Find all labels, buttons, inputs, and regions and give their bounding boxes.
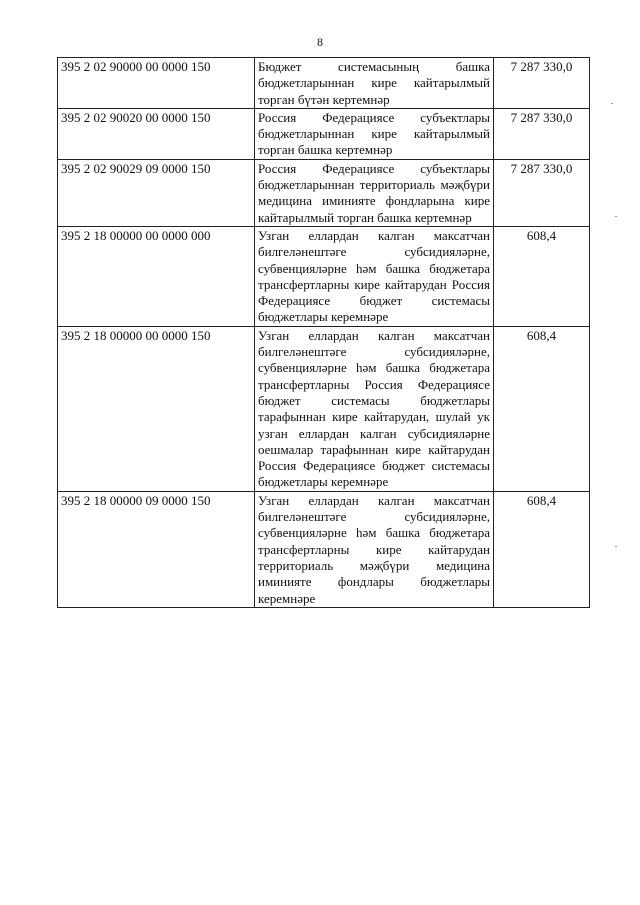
budget-classification-code: 395 2 02 90029 09 0000 150: [58, 159, 255, 226]
amount-value: 7 287 330,0: [494, 58, 590, 109]
budget-classification-code: 395 2 18 00000 00 0000 000: [58, 226, 255, 326]
revenue-description: Узган еллардан калган максатчан билгеләнештәге субсидияләрне, субвенцияләрне һәм башка бюджетара трансфертларны кире кайтарудан территориаль мәҗбүри медицина иминияте фондлары бюджетлары керемнәре: [255, 491, 494, 607]
amount-value: 608,4: [494, 326, 590, 491]
budget-classification-code: 395 2 18 00000 00 0000 150: [58, 326, 255, 491]
revenue-description: Россия Федерациясе субъектлары бюджетларыннан территориаль мәҗбүри медицина иминияте фондларына кире кайтарылмый торган башка кертемнәр: [255, 159, 494, 226]
budget-classification-code: 395 2 02 90000 00 0000 150: [58, 58, 255, 109]
table-row: [58, 159, 590, 226]
table-row: [58, 226, 590, 326]
scan-speck: [615, 216, 617, 217]
table-row: [58, 491, 590, 607]
page-number: 8: [317, 35, 323, 49]
revenue-description: Узган еллардан калган максатчан билгеләнештәге субсидияләрне, субвенцияләрне һәм башка бюджетара трансфертларны кире кайтарудан Россия Федерациясе бюджет системасы бюджетлары керемнәре: [255, 226, 494, 326]
amount-value: 7 287 330,0: [494, 108, 590, 159]
table-row: [58, 58, 590, 109]
amount-value: 608,4: [494, 226, 590, 326]
revenue-description: Бюджет системасының башка бюджетларыннан кире кайтарылмый торган бүтән кертемнәр: [255, 58, 494, 109]
table-row: [58, 108, 590, 159]
scan-speck: [615, 546, 617, 547]
amount-value: 608,4: [494, 491, 590, 607]
amount-value: 7 287 330,0: [494, 159, 590, 226]
table-row: [58, 326, 590, 491]
budget-classification-code: 395 2 18 00000 09 0000 150: [58, 491, 255, 607]
budget-revenue-table: [57, 57, 590, 608]
revenue-description: Узган еллардан калган максатчан билгеләнештәге субсидияләрне, субвенцияләрне һәм башка бюджетара трансфертларны Россия Федерациясе бюджет системасы бюджетлары тарафыннан кире кайтарудан, шулай ук узган еллардан калган субсидияләрне оешмалар тарафыннан кире кайтарудан Россия Федерациясе бюджет системасы бюджетлары керемнәре: [255, 326, 494, 491]
revenue-description: Россия Федерациясе субъектлары бюджетларыннан кире кайтарылмый торган башка кертемнәр: [255, 108, 494, 159]
budget-classification-code: 395 2 02 90020 00 0000 150: [58, 108, 255, 159]
scan-speck: [611, 103, 613, 104]
